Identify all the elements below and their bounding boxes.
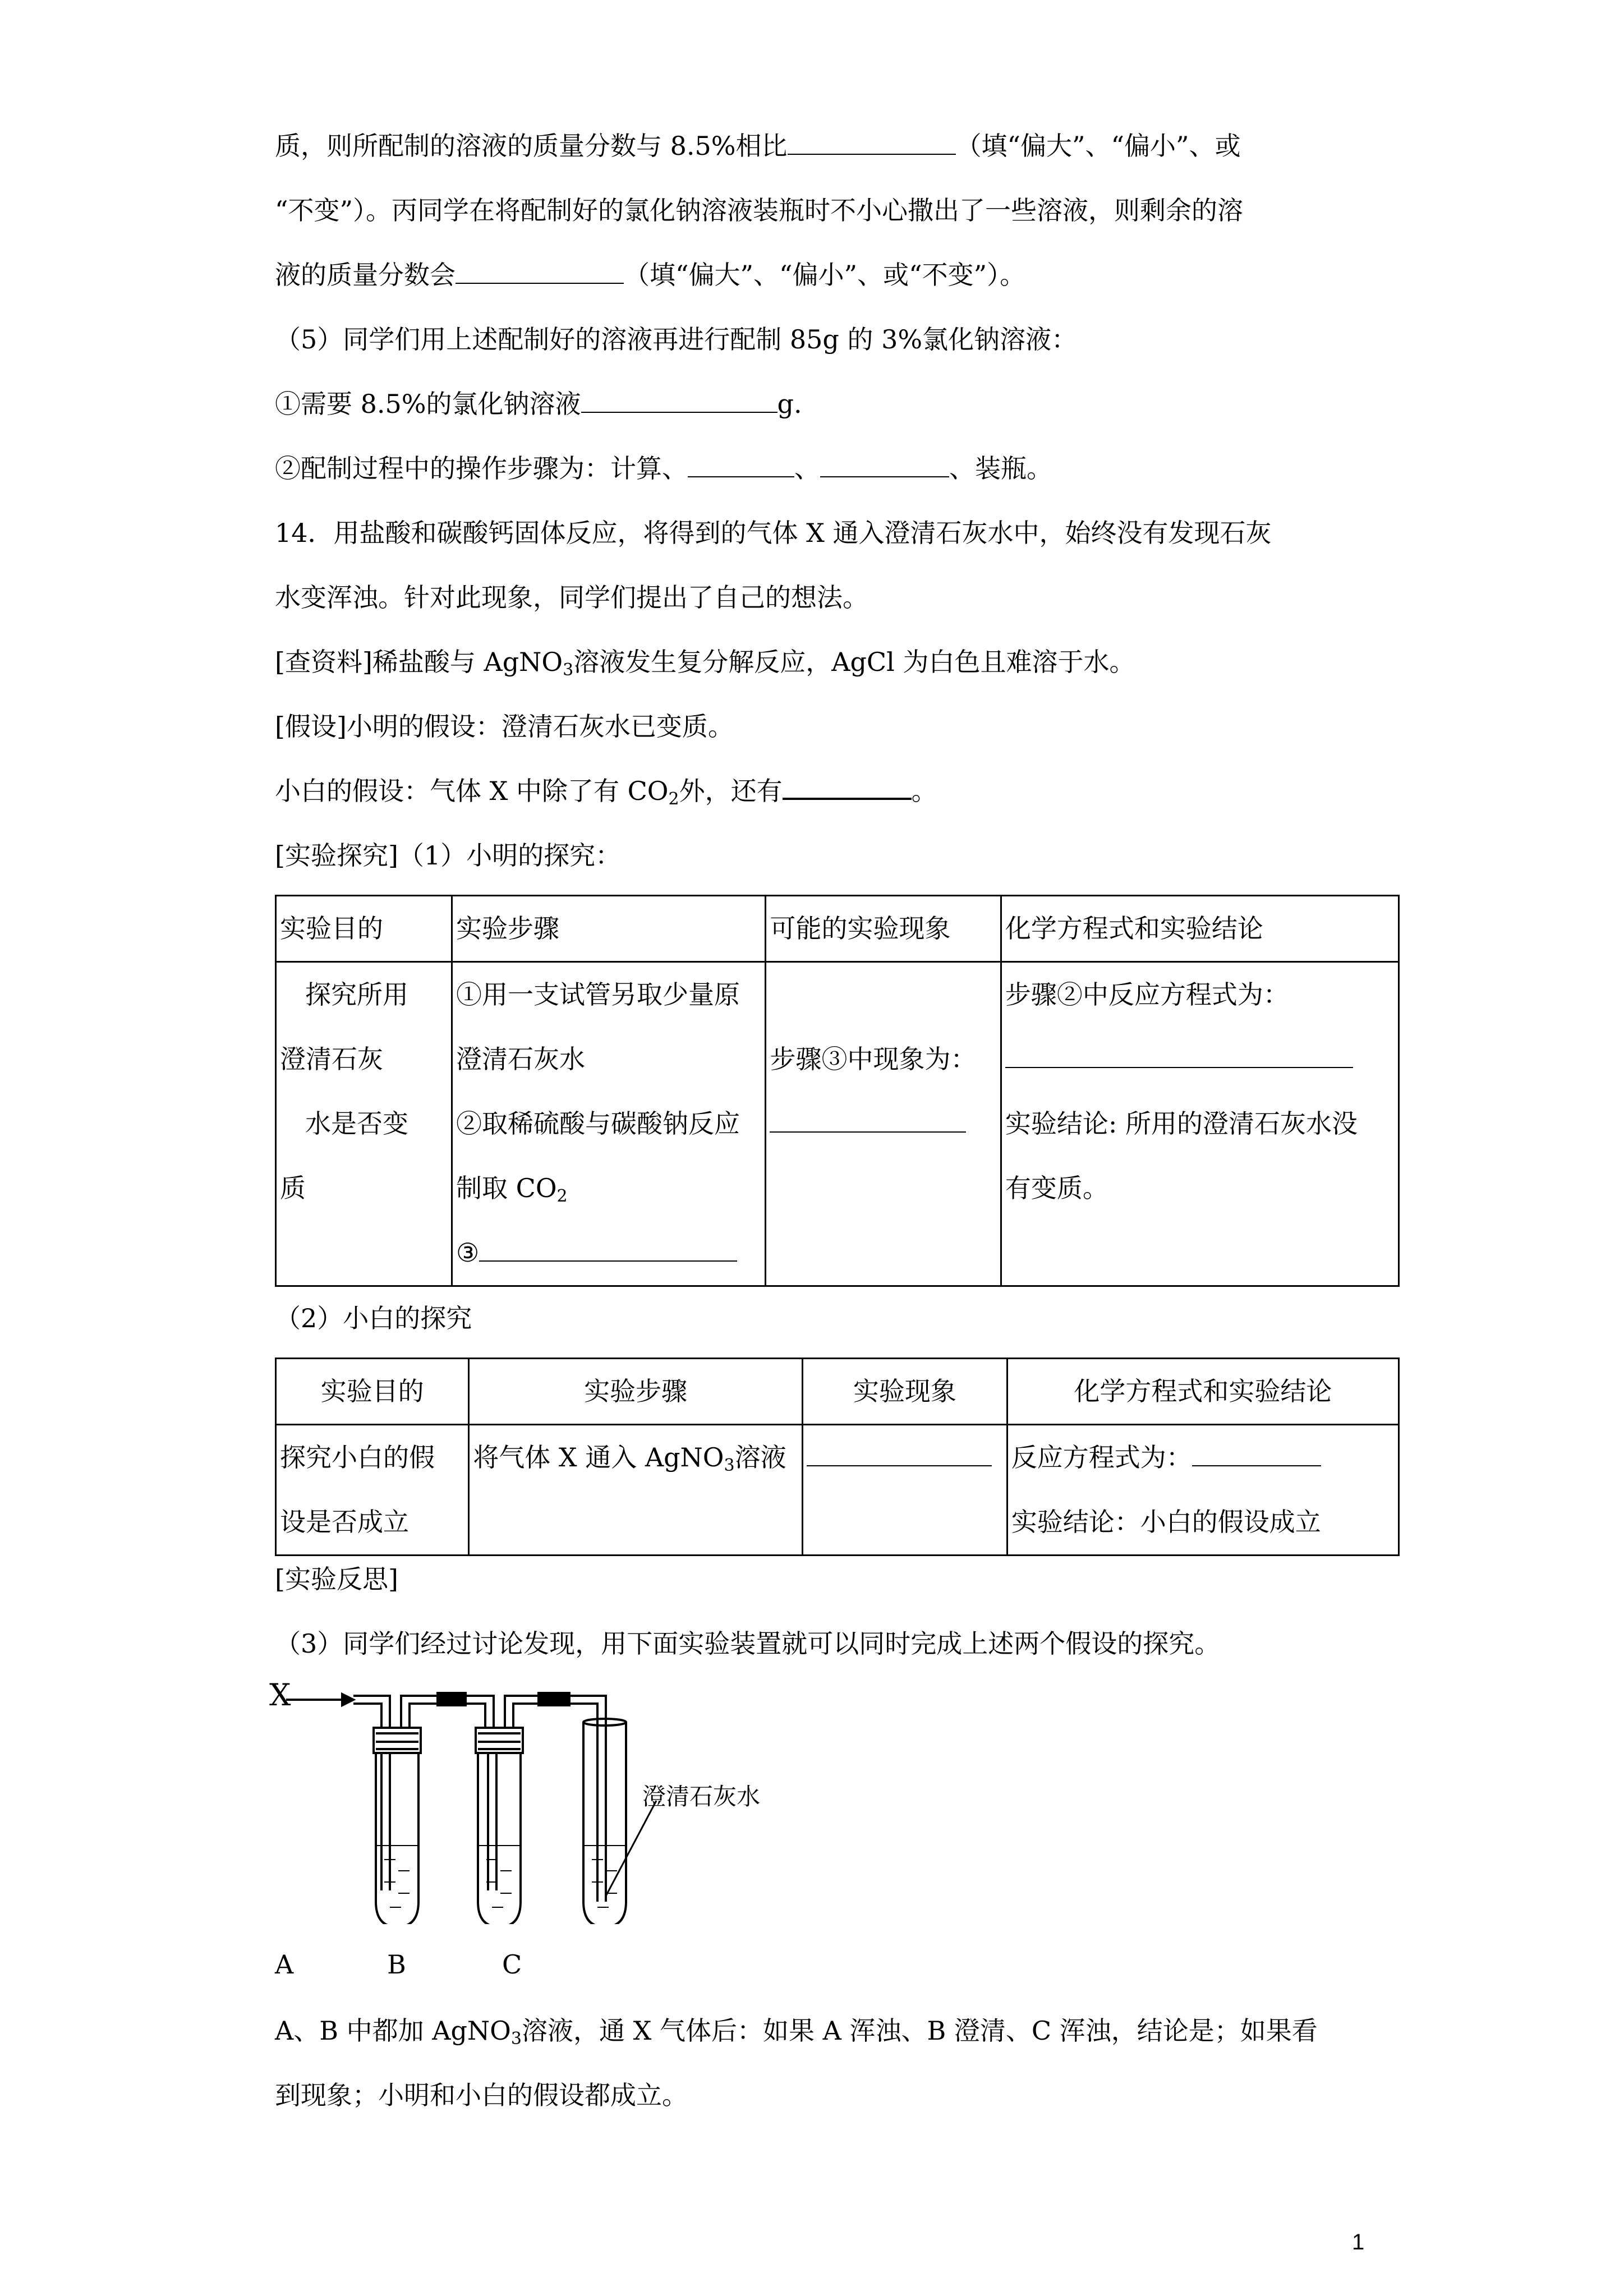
cell-text: 澄清石灰水 bbox=[456, 1044, 585, 1074]
cell-text: 水是否变 bbox=[305, 1108, 408, 1139]
text-line: （5）同学们用上述配制好的溶液再进行配制 85g 的 3%氯化钠溶液： bbox=[275, 324, 1078, 355]
table-cell bbox=[276, 1425, 469, 1556]
text-line bbox=[275, 129, 1397, 163]
text-line bbox=[275, 2014, 1397, 2047]
cell-text: 探究小白的假 bbox=[280, 1442, 435, 1473]
apparatus-figure bbox=[269, 1677, 830, 1924]
answer-blank[interactable] bbox=[479, 1238, 737, 1262]
table-header: 实验步骤 bbox=[469, 1359, 803, 1425]
tube-a-label: A bbox=[275, 1949, 294, 1980]
table-header: 实验目的 bbox=[276, 896, 452, 962]
text: 溶液发生复分解反应，AgCl 为白色且难溶于水。 bbox=[573, 647, 1135, 677]
answer-blank[interactable] bbox=[1192, 1443, 1321, 1466]
answer-blank[interactable] bbox=[770, 1109, 966, 1133]
cell-text: 设是否成立 bbox=[280, 1507, 409, 1537]
table-cell bbox=[766, 962, 1001, 1286]
cell-text: ③ bbox=[456, 1221, 761, 1285]
cell-text: 反应方程式为： bbox=[1011, 1425, 1395, 1490]
cell-text: 将气体 X 通入 AgNO$_3$溶液 bbox=[473, 1442, 786, 1475]
text-line: “不变”）。丙同学在将配制好的氯化钠溶液装瓶时不小心撒出了一些溶液，则剩余的溶 bbox=[275, 195, 1244, 226]
text: 液的质量分数会 bbox=[275, 260, 456, 290]
text: 质，则所配制的溶液的质量分数与 8.5%相比 bbox=[275, 131, 788, 161]
limewater-label: 澄清石灰水 bbox=[642, 1783, 761, 1810]
text: 溶液，通 X 气体后：如果 A 浑浊、B 澄清、C 浑浊，结论是；如果看 bbox=[522, 2016, 1318, 2046]
cell-text: ②取稀硫酸与碳酸钠反应 bbox=[456, 1108, 740, 1139]
table-cell bbox=[276, 962, 452, 1286]
text: 外，还有 bbox=[679, 776, 783, 806]
text-line: [假设]小明的假设：澄清石灰水已变质。 bbox=[275, 711, 734, 742]
table-header: 实验目的 bbox=[276, 1359, 469, 1425]
table-cell bbox=[1001, 962, 1398, 1286]
table-cell bbox=[452, 962, 766, 1286]
xiaoming-table bbox=[275, 895, 1400, 1287]
text-line bbox=[275, 774, 1397, 808]
gas-x-label: X bbox=[269, 1677, 291, 1713]
subscript: 3 bbox=[510, 2029, 522, 2049]
answer-blank[interactable] bbox=[788, 131, 956, 155]
table-cell bbox=[469, 1425, 803, 1556]
text-line: [实验反思] bbox=[275, 1564, 398, 1594]
text-line: [实验探究]（1）小明的探究： bbox=[275, 840, 622, 871]
table-header: 实验步骤 bbox=[452, 896, 766, 962]
answer-blank[interactable] bbox=[456, 260, 624, 284]
cell-text: 探究所用 bbox=[305, 979, 408, 1010]
table-header: 可能的实验现象 bbox=[766, 896, 1001, 962]
xiaobai-table bbox=[275, 1358, 1400, 1556]
cell-text: 澄清石灰 bbox=[280, 1044, 383, 1074]
text: 小白的假设：气体 X 中除了有 CO bbox=[275, 776, 669, 806]
subscript: 3 bbox=[563, 660, 574, 680]
text: A、B 中都加 AgNO bbox=[275, 2016, 511, 2046]
text-line bbox=[275, 452, 1397, 485]
text: ②配制过程中的操作步骤为：计算、 bbox=[275, 453, 688, 484]
text: ①需要 8.5%的氯化钠溶液 bbox=[275, 389, 581, 419]
text: g. bbox=[777, 389, 802, 419]
cell-text: 步骤③中现象为： bbox=[770, 1044, 977, 1074]
cell-text: 实验结论: 所用的澄清石灰水没 bbox=[1005, 1108, 1358, 1139]
tube-b-label: B bbox=[387, 1949, 406, 1980]
table-header: 化学方程式和实验结论 bbox=[1007, 1359, 1398, 1425]
text-line: 水变浑浊。针对此现象，同学们提出了自己的想法。 bbox=[275, 582, 868, 613]
cell-text: 步骤②中反应方程式为： bbox=[1005, 979, 1289, 1010]
cell-text: 制取 $CO_2$ bbox=[456, 1173, 568, 1206]
question-14-line: 14．用盐酸和碳酸钙固体反应，将得到的气体 X 通入澄清石灰水中，始终没有发现石灰 bbox=[275, 518, 1272, 548]
text-line bbox=[275, 645, 1397, 679]
cell-text: ①用一支试管另取少量原 bbox=[456, 979, 740, 1010]
text-line bbox=[275, 258, 1397, 292]
answer-blank[interactable] bbox=[581, 389, 778, 413]
text-line: （2）小白的探究 bbox=[275, 1303, 472, 1333]
text: （填“偏大”、“偏小”、或 bbox=[955, 131, 1241, 161]
table-header: 化学方程式和实验结论 bbox=[1001, 896, 1398, 962]
text-line bbox=[275, 387, 1397, 421]
tube-c-label: C bbox=[502, 1949, 522, 1980]
answer-blank[interactable] bbox=[1005, 1045, 1353, 1068]
answer-blank[interactable] bbox=[820, 454, 949, 477]
table-cell bbox=[1007, 1425, 1398, 1556]
text-line: 到现象；小明和小白的假设都成立。 bbox=[275, 2080, 688, 2110]
text-line: （3）同学们经过讨论发现，用下面实验装置就可以同时完成上述两个假设的探究。 bbox=[275, 1628, 1221, 1659]
answer-blank[interactable] bbox=[783, 775, 912, 800]
answer-blank[interactable] bbox=[807, 1443, 992, 1466]
answer-blank[interactable] bbox=[688, 454, 794, 477]
table-cell bbox=[802, 1425, 1007, 1556]
table-header: 实验现象 bbox=[802, 1359, 1007, 1425]
text: 、 bbox=[794, 453, 820, 484]
page-number: 1 bbox=[1352, 2230, 1365, 2254]
subscript: 2 bbox=[668, 789, 679, 809]
cell-text: 质 bbox=[280, 1173, 306, 1203]
text: 。 bbox=[911, 776, 937, 806]
cell-text: 有变质。 bbox=[1005, 1173, 1108, 1203]
cell-text: 实验结论：小白的假设成立 bbox=[1011, 1507, 1321, 1537]
text: 、装瓶。 bbox=[949, 453, 1052, 484]
text: [查资料]稀盐酸与 AgNO bbox=[275, 647, 563, 677]
text: （填“偏大”、“偏小”、或“不变”）。 bbox=[624, 260, 1026, 290]
